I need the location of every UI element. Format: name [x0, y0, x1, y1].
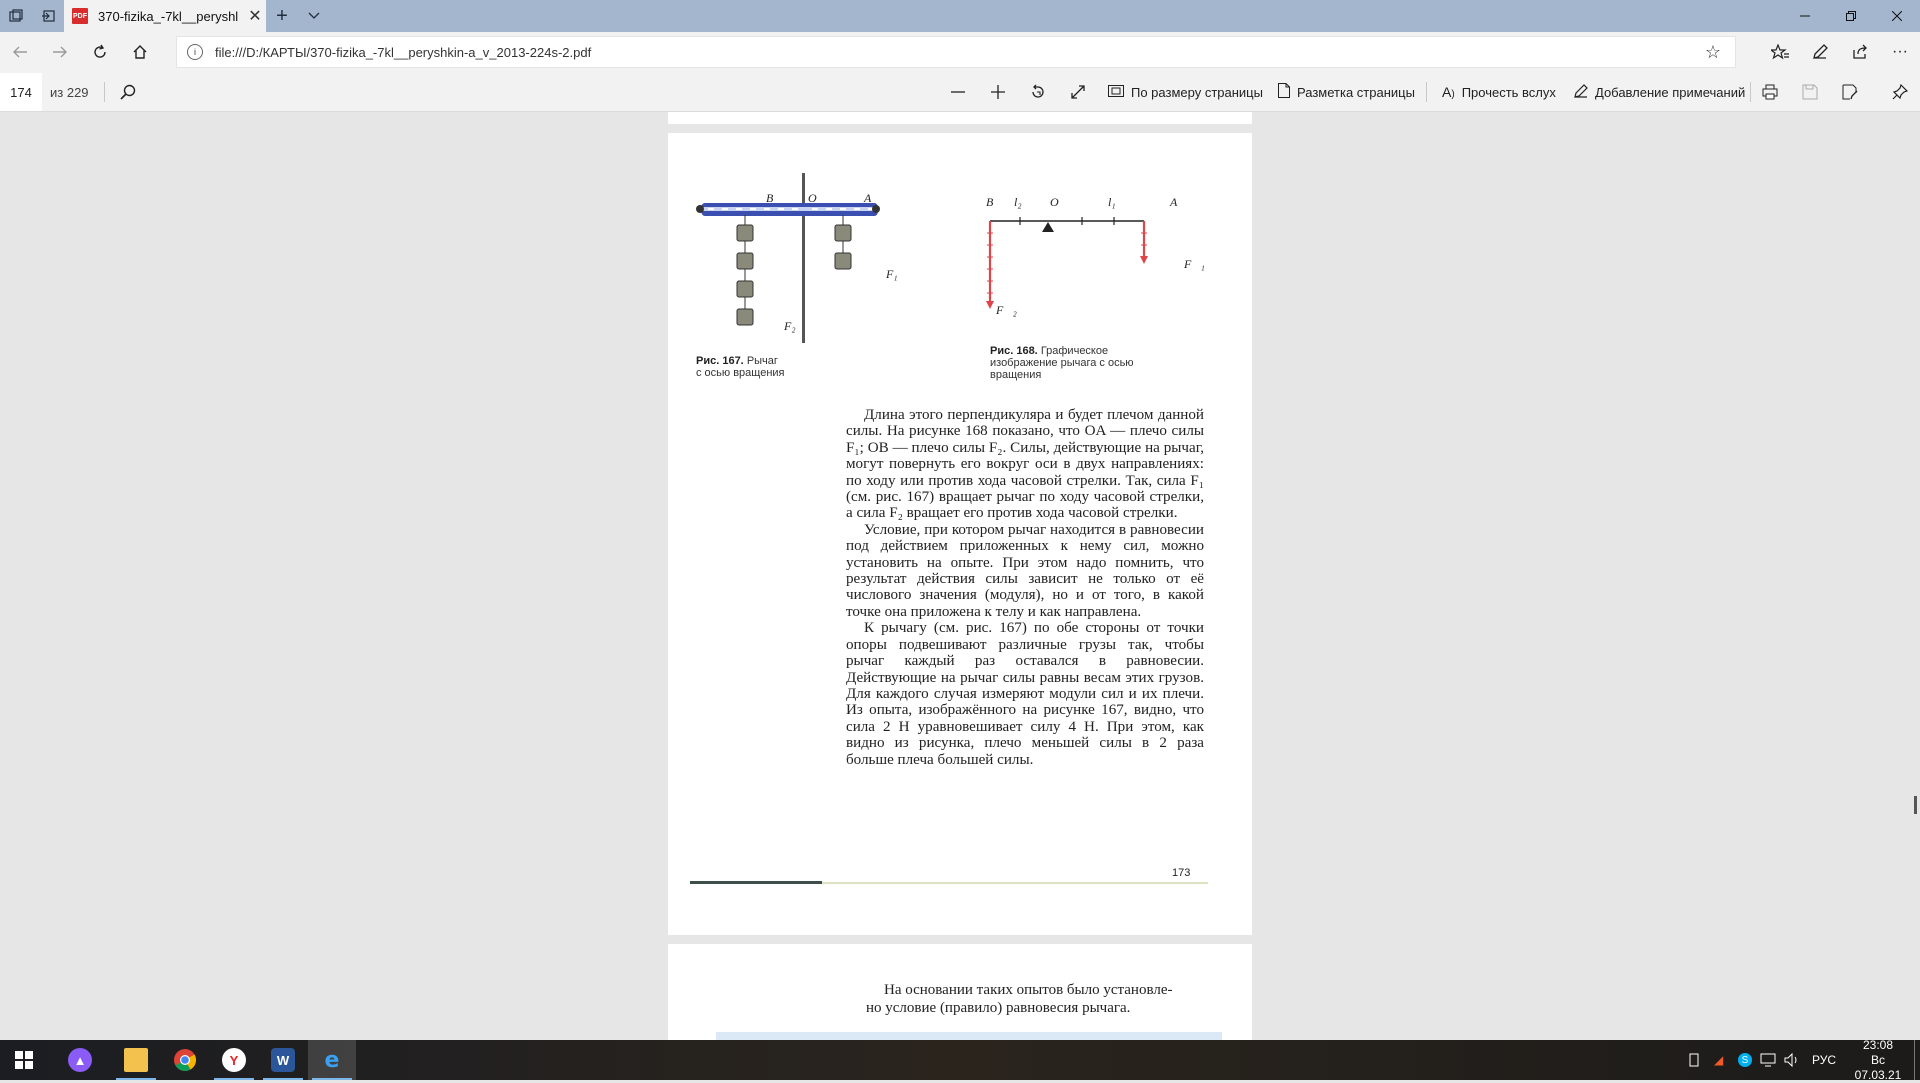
page-layout-button[interactable] — [1278, 72, 1415, 112]
volume-icon[interactable] — [1784, 1040, 1800, 1080]
taskbar — [0, 1037, 1920, 1082]
pen-icon — [1574, 83, 1588, 101]
tab-dropdown-icon[interactable] — [298, 0, 330, 32]
toolbar-divider — [1750, 82, 1751, 102]
windows-logo-icon — [15, 1051, 33, 1069]
address-bar[interactable] — [176, 36, 1736, 68]
forward-icon[interactable] — [44, 36, 76, 68]
restore-icon[interactable] — [1828, 0, 1874, 32]
fig167-label-f1: F₁ — [886, 267, 898, 281]
add-notes-label: Добавление примечаний — [1595, 84, 1746, 100]
add-notes-button[interactable] — [1574, 72, 1745, 112]
word-button[interactable] — [259, 1040, 307, 1080]
alice-assistant-button[interactable] — [56, 1040, 104, 1080]
alice-icon: ▲ — [68, 1048, 92, 1072]
share-icon[interactable] — [1844, 36, 1876, 68]
pdf-toolbar — [0, 72, 1920, 112]
active-tab[interactable] — [64, 0, 266, 32]
paragraph-2: Условие, при котором рычаг находится в равновесии под действием приложенных к нему сил, можно установить на опыте. При этом надо помнить, что результат действия силы зависит не только от её числового значения (модуля), но и от того, в какой точке она приложена к телу и как направлена. — [846, 521, 1204, 620]
save-as-icon[interactable] — [1834, 76, 1866, 108]
fig168-label-o: O — [1050, 195, 1059, 209]
previous-page-edge — [668, 112, 1252, 124]
tab-bar — [0, 0, 1920, 32]
footer-rule-dark — [690, 881, 822, 884]
fig168-label-b: B — [986, 195, 994, 209]
page-number: 173 — [1172, 867, 1191, 879]
zoom-out-icon[interactable] — [942, 76, 974, 108]
fig168-caption-bold: Рис. 168. — [990, 345, 1038, 357]
fig167-caption — [696, 355, 785, 379]
read-aloud-button[interactable] — [1442, 72, 1556, 112]
favorite-star-icon[interactable]: ☆ — [1704, 42, 1721, 62]
print-icon[interactable] — [1754, 76, 1786, 108]
fig168-caption-line2: изображение рычага с осью — [990, 357, 1134, 369]
new-tab-icon[interactable]: + — [276, 4, 288, 27]
web-note-icon[interactable] — [1804, 36, 1836, 68]
network-icon[interactable] — [1688, 1040, 1700, 1080]
fit-page-icon — [1108, 84, 1124, 100]
fig168-label-a: A — [1170, 195, 1178, 209]
fig167-label-o: O — [808, 191, 817, 205]
set-tabs-aside-icon[interactable] — [32, 0, 64, 32]
fig168-label-l1: l₁ — [1108, 195, 1116, 209]
minimize-icon[interactable] — [1782, 0, 1828, 32]
next-page-line-2: но условие (правило) равновесия рычага. — [866, 1000, 1131, 1016]
footer-rule-light — [822, 882, 1208, 884]
tab-close-icon[interactable]: ✕ — [248, 8, 262, 25]
fig168-label-l2: l₂ — [1014, 195, 1022, 209]
fig168-caption-rest: Графическое — [1040, 345, 1109, 357]
more-menu-icon[interactable]: ··· — [1892, 43, 1908, 60]
chrome-button[interactable] — [161, 1040, 209, 1080]
edge-button[interactable] — [308, 1040, 356, 1080]
save-icon[interactable] — [1794, 76, 1826, 108]
paragraph-1: Длина этого перпендикуляра и будет плечом данной силы. На рисунке 168 показано, что OA — плечо силы F₁; OB — плечо силы F₂. Силы, действующие на рычаг, могут повернуть его вокруг оси в двух направлениях: по ходу или против хода часовой стрелки. Так, сила F₁ (см. рис. 167) вращает рычаг по ходу часовой стрелки, а сила F₂ вращает его против хода часовой стрелки. — [846, 407, 1204, 522]
folder-icon — [124, 1048, 148, 1072]
clock-date: Вс 07.03.21 — [1854, 1052, 1902, 1082]
file-explorer-button[interactable] — [112, 1040, 160, 1080]
fig167-label-b: B — [766, 191, 774, 205]
word-icon: W — [271, 1048, 295, 1072]
favorites-hub-icon[interactable] — [1764, 36, 1796, 68]
fit-to-page-button[interactable] — [1108, 72, 1263, 112]
fig167-label-a: A — [864, 191, 872, 205]
home-icon[interactable] — [124, 36, 156, 68]
fullscreen-icon[interactable] — [1062, 76, 1094, 108]
next-page-line-1: На основании таких опытов было установле- — [884, 982, 1173, 998]
address-url[interactable]: file:///D:/КАРТЫ/370-fizika_-7kl__peryshkin-a_v_2013-224s-2.pdf — [215, 44, 592, 60]
site-info-icon[interactable]: i — [187, 44, 203, 60]
toolbar-divider — [104, 82, 105, 102]
paragraph-3: К рычагу (см. рис. 167) по обе стороны от точки опоры подвешивают различные грузы так, чтобы рычаг каждый раз оставался в равновесии. Действующие на рычаг силы равны весам этих грузов. Для каждого случая измеряют модули сил и их плечи. Из опыта, изображённого на рисунке 167, видно, что сила 2 Н уравновешивает силу 4 Н. При этом, как видно из рисунка, плечо меньшей силы в 2 раза больше плеча большей силы. — [846, 620, 1204, 768]
back-icon[interactable] — [4, 36, 36, 68]
fig167-label-f2: F₂ — [784, 319, 796, 333]
yandex-icon: Y — [222, 1048, 246, 1072]
fig168-caption — [990, 345, 1134, 381]
zoom-in-icon[interactable] — [982, 76, 1014, 108]
rotate-icon[interactable] — [1022, 76, 1054, 108]
read-aloud-icon: A) — [1442, 84, 1455, 100]
clock[interactable] — [1848, 1037, 1908, 1082]
body-text — [846, 407, 1204, 768]
read-aloud-label: Прочесть вслух — [1461, 84, 1556, 100]
display-tray-icon[interactable] — [1760, 1040, 1776, 1080]
tab-title: 370-fizika_-7kl__peryshl — [98, 8, 239, 24]
fit-to-page-label: По размеру страницы — [1131, 84, 1263, 100]
page-number-input[interactable]: 174 — [0, 73, 42, 111]
next-page-box-top — [716, 1032, 1222, 1040]
total-pages: из 229 — [50, 84, 89, 100]
pdf-page — [668, 133, 1252, 935]
orange-tray-icon[interactable]: ◢ — [1714, 1053, 1724, 1067]
fig167-caption-line2: с осью вращения — [696, 367, 785, 379]
next-pdf-page — [668, 944, 1252, 1040]
toolbar-divider — [1426, 82, 1427, 102]
edge-icon: e — [324, 1047, 340, 1073]
refresh-icon[interactable] — [84, 36, 116, 68]
chrome-icon — [173, 1048, 197, 1072]
yandex-browser-button[interactable] — [210, 1040, 258, 1080]
show-desktop-button[interactable] — [1914, 1040, 1920, 1080]
scrollbar-thumb[interactable] — [1914, 796, 1917, 814]
fig167-caption-bold: Рис. 167. — [696, 355, 744, 367]
start-button[interactable] — [0, 1040, 48, 1080]
close-window-icon[interactable] — [1874, 0, 1920, 32]
language-indicator[interactable]: РУС — [1812, 1053, 1837, 1067]
fig168-caption-line3: вращения — [990, 369, 1042, 381]
fig168-label-f2: F⃗₂ — [996, 303, 1017, 317]
unpin-toolbar-icon[interactable] — [1884, 76, 1916, 108]
fig168-label-f1: F⃗₁ — [1184, 257, 1205, 271]
clock-time: 23:08 — [1862, 1037, 1894, 1052]
figure-167-lever-photo — [696, 173, 880, 343]
tab-list-icon[interactable] — [0, 0, 32, 32]
address-toolbar — [0, 32, 1920, 72]
page-layout-icon — [1278, 83, 1290, 101]
search-icon[interactable] — [112, 76, 144, 108]
page-layout-label: Разметка страницы — [1297, 84, 1415, 100]
fig167-caption-rest: Рычаг — [746, 355, 778, 367]
skype-tray-icon[interactable]: S — [1738, 1040, 1752, 1080]
pdf-file-icon: PDF — [72, 8, 88, 24]
